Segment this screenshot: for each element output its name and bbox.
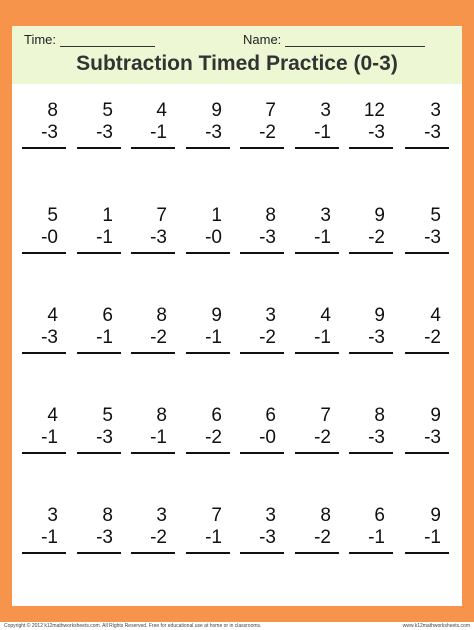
minuend: 4 [320,305,331,326]
subtraction-problem [405,505,449,554]
subtrahend: -3 [150,227,167,248]
answer-line[interactable] [22,452,66,454]
minuend: 7 [156,205,167,226]
time-blank[interactable] [60,33,155,47]
subtrahend: -0 [259,427,276,448]
minuend: 9 [374,305,385,326]
subtraction-problem [131,100,175,149]
minuend: 1 [102,205,113,226]
time-field [24,32,155,47]
subtraction-problem [22,205,66,254]
subtrahend: -2 [259,122,276,143]
problem-row [12,305,462,385]
subtrahend: -2 [368,227,385,248]
minuend: 4 [47,305,58,326]
minuend: 9 [430,405,441,426]
subtraction-problem [295,405,339,454]
answer-line[interactable] [295,252,339,254]
answer-line[interactable] [77,552,121,554]
subtrahend: -1 [314,122,331,143]
minuend: 3 [320,205,331,226]
copyright-text: Copyright © 2012 k12mathworksheets.com. All Rights Reserved. Free for educational use at home or in classrooms. [4,623,262,629]
subtrahend: -1 [205,527,222,548]
minuend: 4 [47,405,58,426]
subtraction-problem [131,205,175,254]
subtrahend: -3 [205,122,222,143]
minuend: 9 [211,305,222,326]
subtrahend: -0 [41,227,58,248]
subtraction-problem [186,305,230,354]
answer-line[interactable] [295,147,339,149]
subtraction-problem [240,305,284,354]
subtraction-problem [186,100,230,149]
minuend: 8 [156,305,167,326]
subtrahend: -3 [259,527,276,548]
answer-line[interactable] [186,147,230,149]
subtrahend: -3 [424,427,441,448]
subtraction-problem [22,505,66,554]
subtrahend: -3 [424,122,441,143]
site-link[interactable]: www.k12mathworksheets.com [402,623,470,629]
subtraction-problem [295,505,339,554]
subtraction-problem [186,505,230,554]
answer-line[interactable] [131,252,175,254]
answer-line[interactable] [349,252,393,254]
subtraction-problem [77,100,121,149]
answer-line[interactable] [240,147,284,149]
subtraction-problem [22,405,66,454]
subtraction-problem [240,100,284,149]
subtraction-problem [77,405,121,454]
minuend: 12 [363,100,385,121]
subtrahend: -2 [314,427,331,448]
minuend: 9 [430,505,441,526]
subtraction-problem [405,305,449,354]
time-label: Time: [24,32,57,47]
minuend: 3 [265,305,276,326]
name-blank[interactable] [285,33,425,47]
minuend: 9 [211,100,222,121]
answer-line[interactable] [295,352,339,354]
minuend: 6 [374,505,385,526]
subtrahend: -1 [424,527,441,548]
subtrahend: -3 [96,527,113,548]
subtraction-problem [77,205,121,254]
name-field [243,32,425,47]
subtraction-problem [240,505,284,554]
subtraction-problem [77,305,121,354]
answer-line[interactable] [22,352,66,354]
subtrahend: -1 [314,327,331,348]
subtrahend: -3 [96,427,113,448]
minuend: 8 [102,505,113,526]
minuend: 7 [320,405,331,426]
answer-line[interactable] [77,352,121,354]
minuend: 4 [430,305,441,326]
answer-line[interactable] [240,552,284,554]
subtraction-problem [295,305,339,354]
answer-line[interactable] [131,352,175,354]
subtrahend: -1 [368,527,385,548]
answer-line[interactable] [186,352,230,354]
answer-line[interactable] [405,352,449,354]
subtrahend: -1 [314,227,331,248]
minuend: 8 [47,100,58,121]
answer-line[interactable] [349,552,393,554]
subtrahend: -2 [150,527,167,548]
subtraction-problem [131,405,175,454]
answer-line[interactable] [186,552,230,554]
problem-row [12,505,462,585]
subtrahend: -3 [368,427,385,448]
subtrahend: -1 [41,527,58,548]
answer-line[interactable] [349,352,393,354]
answer-line[interactable] [22,252,66,254]
answer-line[interactable] [77,252,121,254]
answer-line[interactable] [22,147,66,149]
answer-line[interactable] [22,552,66,554]
minuend: 5 [102,405,113,426]
minuend: 1 [211,205,222,226]
subtraction-problem [77,505,121,554]
minuend: 3 [265,505,276,526]
subtraction-problem [131,505,175,554]
minuend: 5 [430,205,441,226]
answer-line[interactable] [186,452,230,454]
minuend: 8 [265,205,276,226]
subtraction-problem [349,405,393,454]
problem-row [12,405,462,485]
subtrahend: -3 [41,122,58,143]
answer-line[interactable] [77,147,121,149]
subtraction-problem [131,305,175,354]
subtrahend: -0 [205,227,222,248]
minuend: 8 [374,405,385,426]
subtrahend: -1 [150,427,167,448]
subtraction-problem [349,205,393,254]
name-label: Name: [243,32,282,47]
answer-line[interactable] [131,452,175,454]
subtrahend: -2 [314,527,331,548]
minuend: 4 [156,100,167,121]
answer-line[interactable] [295,452,339,454]
subtrahend: -1 [96,227,113,248]
subtrahend: -1 [150,122,167,143]
answer-line[interactable] [131,147,175,149]
minuend: 6 [102,305,113,326]
subtraction-problem [349,305,393,354]
answer-line[interactable] [405,252,449,254]
subtraction-problem [186,205,230,254]
subtrahend: -3 [41,327,58,348]
minuend: 3 [430,100,441,121]
subtrahend: -1 [41,427,58,448]
subtraction-problem [22,100,66,149]
problem-row [12,205,462,285]
answer-line[interactable] [405,452,449,454]
subtraction-problem [405,205,449,254]
subtrahend: -3 [424,227,441,248]
answer-line[interactable] [186,252,230,254]
subtrahend: -1 [96,327,113,348]
subtraction-problem [405,405,449,454]
answer-line[interactable] [131,552,175,554]
worksheet-header [12,26,462,84]
subtrahend: -3 [259,227,276,248]
minuend: 3 [156,505,167,526]
subtrahend: -3 [368,122,385,143]
subtraction-problem [349,100,393,149]
answer-line[interactable] [349,147,393,149]
subtrahend: -2 [259,327,276,348]
subtraction-problem [295,205,339,254]
subtraction-problem [240,205,284,254]
subtrahend: -2 [424,327,441,348]
minuend: 7 [265,100,276,121]
subtraction-problem [349,505,393,554]
minuend: 8 [156,405,167,426]
minuend: 3 [320,100,331,121]
answer-line[interactable] [295,552,339,554]
minuend: 6 [265,405,276,426]
minuend: 3 [47,505,58,526]
answer-line[interactable] [240,352,284,354]
subtrahend: -1 [205,327,222,348]
subtrahend: -3 [368,327,385,348]
subtraction-problem [295,100,339,149]
minuend: 7 [211,505,222,526]
problem-row [12,100,462,180]
minuend: 6 [211,405,222,426]
subtraction-problem [186,405,230,454]
answer-line[interactable] [240,452,284,454]
minuend: 5 [47,205,58,226]
answer-line[interactable] [349,452,393,454]
minuend: 8 [320,505,331,526]
answer-line[interactable] [405,147,449,149]
answer-line[interactable] [240,252,284,254]
subtrahend: -3 [96,122,113,143]
worksheet-title: Subtraction Timed Practice (0-3) [76,52,398,75]
subtraction-problem [405,100,449,149]
problems-area [12,84,462,606]
minuend: 5 [102,100,113,121]
answer-line[interactable] [405,552,449,554]
answer-line[interactable] [77,452,121,454]
subtraction-problem [240,405,284,454]
subtrahend: -2 [205,427,222,448]
subtraction-problem [22,305,66,354]
minuend: 9 [374,205,385,226]
subtrahend: -2 [150,327,167,348]
